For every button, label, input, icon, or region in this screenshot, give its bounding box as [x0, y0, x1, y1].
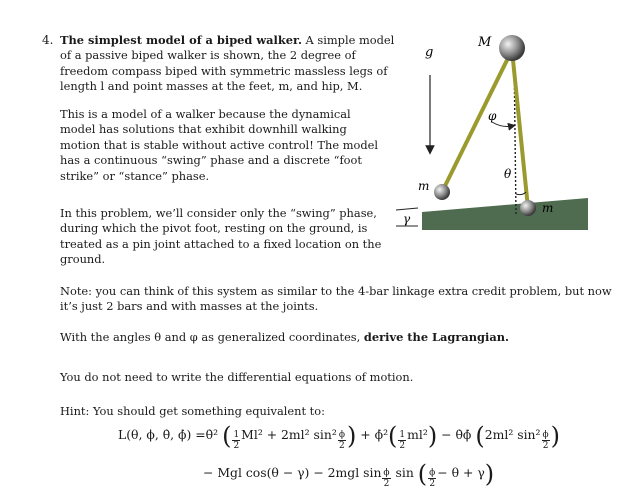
problem-title: The simplest model of a biped walker. — [60, 33, 302, 47]
eq-sin: sin — [395, 465, 414, 480]
task-lead: With the angles θ and φ as generalized coordinates, — [60, 330, 361, 344]
model-description-paragraph: This is a model of a walker because the dynamical model has solutions that exhibit downhill walking motion that is stable without active control! The model has a continuous “swing” phase and a discrete “foot strike” or “stance” phase. — [60, 107, 379, 183]
eq-ml2: ml² — [407, 427, 428, 442]
ground-slope — [422, 198, 588, 230]
frac-phi-half-1: $\frac{\phi}{2}$ — [338, 430, 345, 451]
compass-biped-figure — [388, 30, 618, 240]
frac-phi-half-2: $\frac{\phi}{2}$ — [542, 430, 549, 451]
swing-leg — [442, 50, 512, 192]
paren-open-3: ( — [475, 422, 485, 450]
paren-open-1: ( — [222, 422, 232, 450]
theta-label: θ — [504, 167, 512, 181]
paren-open-2: ( — [388, 422, 398, 450]
gamma-line-top — [396, 208, 418, 210]
lagrangian-line-1 — [118, 422, 560, 451]
right-mass-label: m — [542, 201, 554, 215]
note-paragraph: Note: you can think of this system as similar to the 4-bar linkage extra credit problem, but now it’s just 2 bars and with masses at the joints. — [60, 284, 612, 314]
paren-close-4: ) — [484, 460, 495, 488]
task-paragraph — [60, 330, 612, 345]
paren-close-3: ) — [550, 422, 561, 450]
eq-lhs: L(θ, ϕ, θ̇, ϕ̇) = — [118, 427, 206, 442]
paren-open-4: ( — [417, 460, 428, 488]
eq-thetadot2: θ̇² — [205, 427, 219, 442]
eq-Ml2: Ml² + 2ml² sin² — [241, 427, 337, 442]
problem-number: 4. — [42, 33, 54, 47]
lagrangian-line-2 — [203, 460, 494, 489]
eq-2ml2: 2ml² sin² — [484, 427, 541, 442]
eq-cross-term: − θ̇ϕ̇ — [441, 427, 472, 442]
hip-mass-label: M — [478, 35, 492, 50]
hint-paragraph: Hint: You should get something equivalent to: — [60, 404, 325, 418]
intro-text: A simple model of a passive biped walker is shown, the 2 degree of freedom compass biped with symmetric massless legs of length l and point masses at the feet, m, and hip, M. — [60, 33, 395, 94]
hip-mass — [499, 35, 525, 61]
gamma-label: γ — [403, 212, 411, 226]
frac-half-2: $\frac{1}{2}$ — [399, 430, 406, 451]
eq-phidot2: + ϕ̇² — [360, 427, 389, 442]
no-eom-paragraph: You do not need to write the differential equations of motion. — [60, 370, 414, 384]
gravity-label: g — [425, 45, 434, 60]
swing-foot-mass — [434, 184, 450, 200]
task-bold: derive the Lagrangian. — [363, 330, 509, 344]
stance-foot-mass — [520, 200, 536, 216]
intro-paragraph — [60, 33, 405, 95]
paren-close-2: ) — [427, 422, 438, 450]
left-mass-label: m — [418, 179, 430, 193]
frac-phi-half-4: $\frac{\phi}{2}$ — [429, 468, 436, 489]
eq-potential: − Mgl cos(θ − γ) − 2mgl sin — [203, 465, 382, 480]
swing-phase-paragraph: In this problem, we’ll consider only the “swing” phase, during which the pivot foot, resting on the ground, is treated as a pin joint attached to a fixed location on the ground. — [60, 206, 382, 267]
frac-half-1: $\frac{1}{2}$ — [233, 430, 240, 451]
phi-label: φ — [488, 109, 497, 123]
frac-phi-half-3: $\frac{\phi}{2}$ — [383, 468, 390, 489]
paren-close-1: ) — [346, 422, 357, 450]
eq-tail: − θ + γ — [437, 465, 485, 480]
